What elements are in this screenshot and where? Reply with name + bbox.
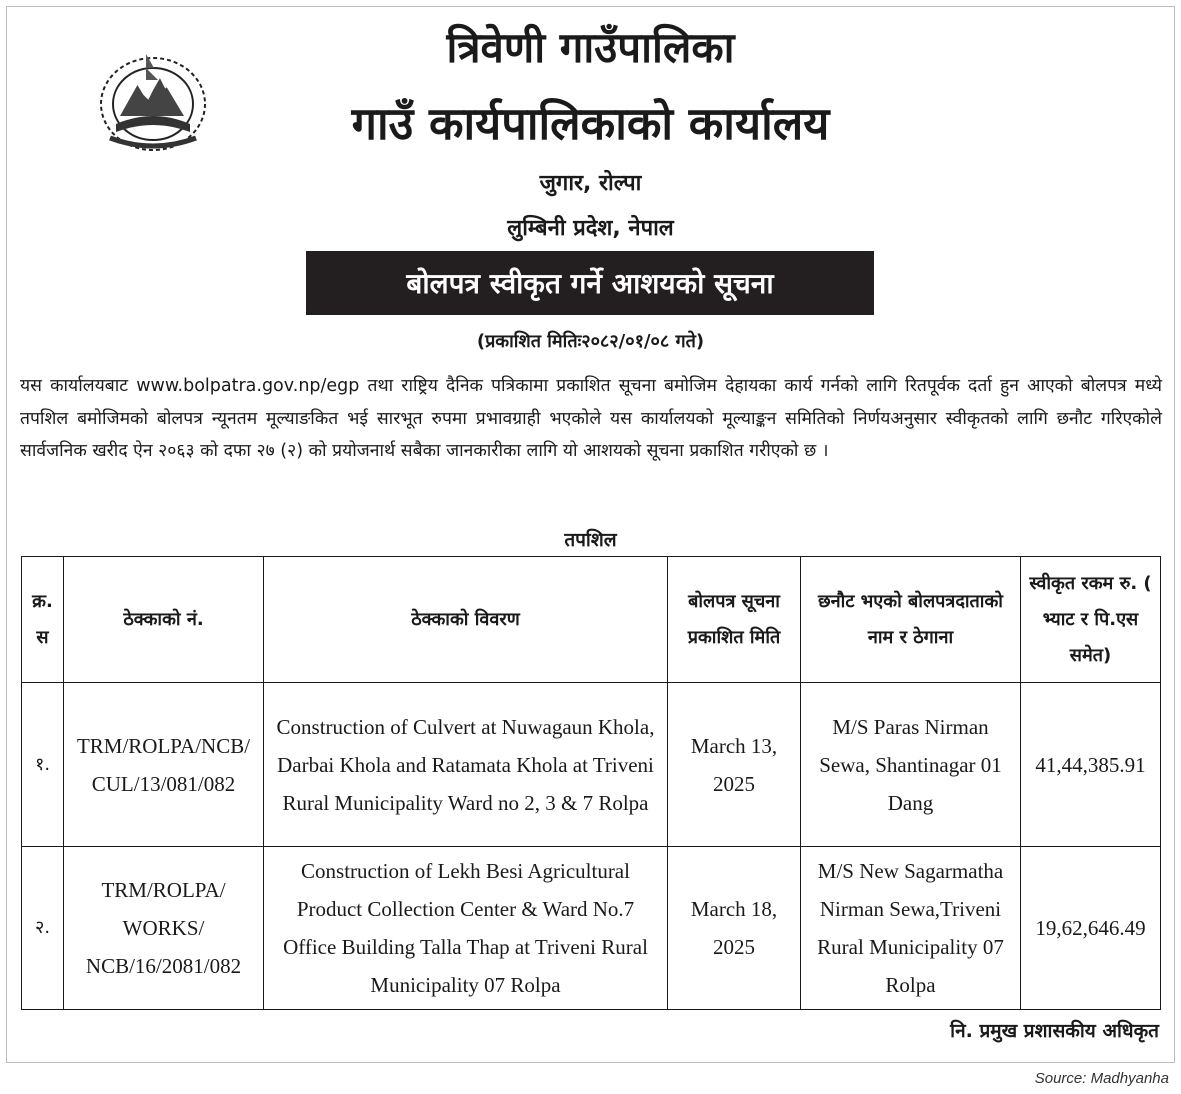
table-header-row (22, 557, 1161, 683)
table-row (22, 847, 1161, 1010)
notice-title-band (306, 251, 874, 315)
cell-description: Construction of Lekh Besi Agricultural Product Collection Center & Ward No.7 Office Building Talla Thap at Triveni Rural Municipality 07 Rolpa (264, 847, 668, 1010)
column-header-description: ठेक्काको विवरण (264, 557, 668, 683)
cell-notice-date: March 18, 2025 (668, 847, 801, 1010)
column-header-sn: क्र. स (22, 557, 64, 683)
published-date: (प्रकाशित मितिः२०८२/०१/०८ गते) (476, 331, 705, 352)
table-row (22, 683, 1161, 847)
cell-amount: 41,44,385.91 (1021, 683, 1161, 847)
notice-body: यस कार्यालयबाट www.bolpatra.gov.np/egp तथा राष्ट्रिय दैनिक पत्रिकामा प्रकाशित सूचना बमोजिम देहायका कार्य गर्नको लागि रितपूर्वक दर्ता हुन आएको बोलपत्र मध्ये तपशिल बमोजिमको बोलपत्र न्यूनतम मूल्याङकित भई सारभूत रुपमा प्रभावग्राही भएकोले यस कार्यालयको मूल्याङ्कन समितिको निर्णयअनुसार स्वीकृतको लागि छनौट गरिएकोले सार्वजनिक खरीद ऐन २०६३ को दफा २७ (२) को प्रयोजनार्थ सबैका जानकारीका लागि यो आशयको सूचना प्रकाशित गरीएको छ । (20, 376, 1162, 461)
source-credit: Source: Madhyanha (1034, 1070, 1169, 1087)
details-heading: तपशिल (564, 529, 617, 551)
cell-contract-no: TRM/ROLPA/ WORKS/ NCB/16/2081/082 (64, 847, 264, 1010)
notice-title: बोलपत्र स्वीकृत गर्ने आशयको सूचना (406, 267, 774, 300)
municipality-title: त्रिवेणी गाउँपालिका (446, 23, 735, 72)
cell-bidder: M/S New Sagarmatha Nirman Sewa,Triveni Rural Municipality 07 Rolpa (801, 847, 1021, 1010)
column-header-bidder: छनौट भएको बोलपत्रदाताको नाम र ठेगाना (801, 557, 1021, 683)
cell-sn: १. (22, 683, 64, 847)
column-header-notice-date: बोलपत्र सूचना प्रकाशित मिति (668, 557, 801, 683)
column-header-amount: स्वीकृत रकम रु. ( भ्याट र पि.एस समेत) (1021, 557, 1161, 683)
address-line-1: जुगार, रोल्पा (539, 171, 642, 196)
cell-sn: २. (22, 847, 64, 1010)
cell-description: Construction of Culvert at Nuwagaun Khola, Darbai Khola and Ratamata Khola at Triveni Rural Municipality Ward no 2, 3 & 7 Rolpa (264, 683, 668, 847)
column-header-contract-no: ठेक्काको नं. (64, 557, 264, 683)
signatory-title: नि. प्रमुख प्रशासकीय अधिकृत (950, 1020, 1159, 1042)
office-title: गाउँ कार्यपालिकाको कार्यालय (351, 97, 830, 150)
cell-amount: 19,62,646.49 (1021, 847, 1161, 1010)
cell-bidder: M/S Paras Nirman Sewa, Shantinagar 01 Dang (801, 683, 1021, 847)
cell-contract-no: TRM/ROLPA/NCB/ CUL/13/081/082 (64, 683, 264, 847)
address-line-2: लुम्बिनी प्रदेश, नेपाल (507, 216, 674, 241)
details-table (21, 556, 1161, 1010)
cell-notice-date: March 13, 2025 (668, 683, 801, 847)
